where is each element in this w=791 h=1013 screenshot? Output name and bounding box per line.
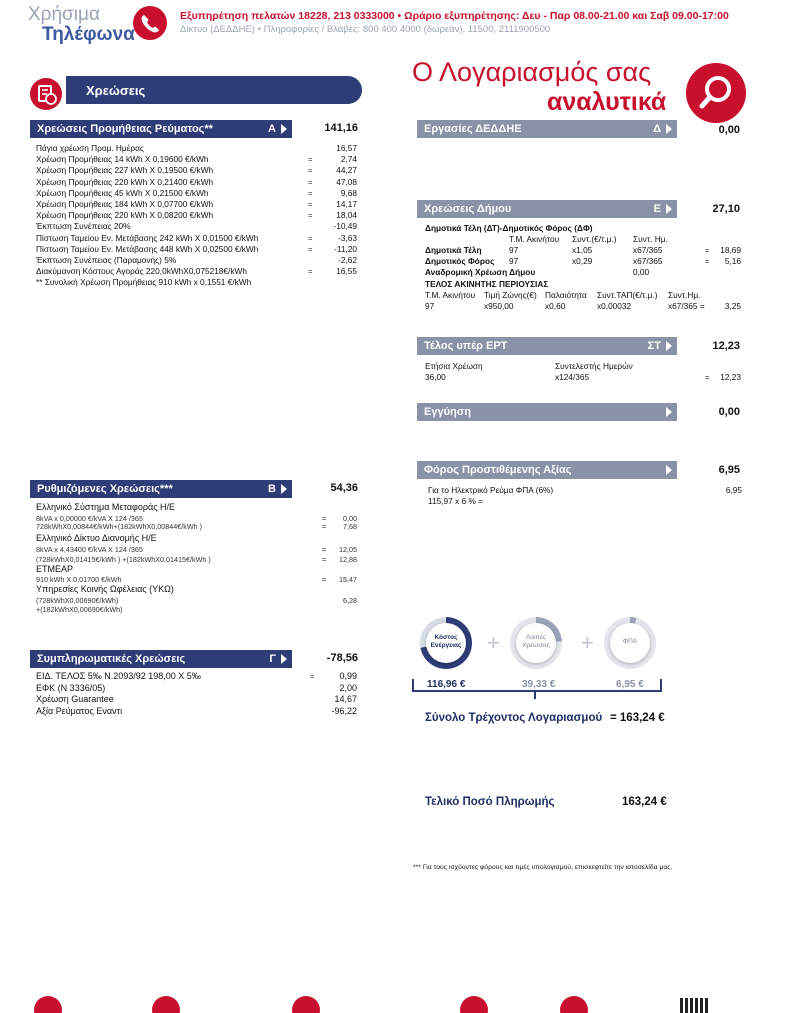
equals-sign: =: [308, 200, 313, 209]
supply-row-value: 14,17: [336, 199, 357, 209]
property-area: 97: [425, 301, 435, 311]
energy-cost-ring: [420, 617, 472, 669]
web-icon: [460, 996, 488, 1013]
chevron-right-icon: [666, 407, 672, 417]
municipal-fees-days: x67/365: [633, 245, 663, 255]
receipt-icon: [30, 78, 62, 110]
equals-sign: =: [308, 233, 313, 243]
guarantee-bar: [417, 403, 677, 421]
equals-sign: =: [322, 522, 327, 531]
vat-ring: [604, 617, 656, 669]
etmear-value: 15,47: [339, 575, 357, 584]
municipal-tax-label: Δημοτικός Φόρος: [425, 256, 495, 266]
yko-value: 6,28: [343, 596, 357, 605]
other-charges-label: Λοιπές Χρεώσεις: [516, 623, 556, 663]
municipal-heading: Δημοτικά Τέλη (ΔΤ)-Δημοτικός Φόρος (ΔΦ): [425, 223, 593, 233]
chevron-right-icon: [666, 204, 672, 214]
municipal-fees-area: 97: [509, 245, 519, 255]
equals-sign: =: [308, 155, 313, 165]
customer-service-line: Εξυπηρέτηση πελατών 18228, 213 0333000 • Ωράριο εξυπηρέτησης: Δευ - Παρ 08.00-21.00 και Σαβ 09.00-17:00: [180, 10, 729, 22]
summary-bracket-tick: [534, 691, 536, 699]
ert-col-days: Συντελεστής Ημερών: [555, 361, 633, 371]
supplementary-charges-bar: [30, 650, 292, 668]
transmission-value2: 7,68: [343, 522, 357, 531]
property-rate: x0,00032: [597, 301, 632, 311]
supply-row-desc: Πίστωση Ταμείου Εν. Μετάβασης 242 kWh X 0,01500 €/kWh: [36, 232, 259, 243]
municipal-fees-label: Δημοτικά Τέλη: [425, 245, 482, 255]
yko-line2: +(182kWhX0,00690€/kWh): [36, 605, 123, 614]
chevron-right-icon: [281, 484, 287, 494]
supply-row-desc: Χρέωση Προμήθειας 184 kWh X 0,07700 €/kWh: [36, 199, 214, 209]
supplementary-row-desc: ΕΦΚ (Ν 3336/05): [36, 682, 106, 693]
municipal-tax-days: x67/365: [633, 256, 663, 266]
charges-title: Χρεώσεις: [66, 76, 362, 104]
municipal-tax-value: 5,16: [724, 256, 741, 266]
supply-total: 141,16: [324, 122, 358, 134]
transmission-line1: 8kVA x 0,00000 €/kVA X 124 /365: [36, 514, 143, 523]
etmear-line1: 910 kWh X 0,01700 €/kWh: [36, 575, 122, 584]
transmission-heading: Ελληνικό Σύστημα Μεταφοράς Η/Ε: [36, 502, 176, 512]
ert-bar: [417, 337, 677, 355]
vat-line2: 115,97 x 6 % =: [428, 496, 483, 506]
ert-days: x124/365: [555, 372, 590, 382]
chevron-right-icon: [666, 124, 672, 134]
supply-row-value: -10,49: [333, 221, 357, 232]
municipal-tax-rate: x0,29: [572, 256, 593, 266]
equals-sign: =: [308, 244, 313, 254]
supply-row-desc: Έκπτωση Συνέπειας 20%: [36, 221, 131, 232]
equals-sign: =: [308, 166, 313, 176]
equals-sign: =: [322, 514, 327, 523]
supplementary-row-desc: ΕΙΔ. ΤΕΛΟΣ 5‰ Ν.2093/92 198,00 X 5‰: [36, 671, 201, 681]
municipal-fees-rate: x1,05: [572, 245, 593, 255]
supply-row-desc: Χρέωση Προμήθειας 45 kWh X 0,21500 €/kWh: [36, 187, 209, 198]
municipal-col-days: Συντ. Ημ.: [633, 234, 668, 244]
supply-row-value: -2,62: [338, 255, 357, 265]
equals-sign: =: [308, 211, 313, 221]
regulated-total: 54,36: [330, 482, 358, 494]
property-zone: x950,00: [484, 301, 514, 311]
property-col-age: Παλαιότητα: [545, 290, 587, 300]
supply-row-desc: Χρέωση Προμήθειας 227 kWh X 0,19500 €/kWh: [36, 165, 214, 176]
distribution-heading: Ελληνικό Δίκτυο Διανομής Η/Ε: [36, 533, 157, 543]
other-charges-value: 39,33 €: [522, 679, 556, 690]
equals-sign: =: [308, 267, 313, 277]
supplementary-row-value: 14,67: [334, 694, 357, 704]
municipal-letter: Ε: [653, 203, 661, 215]
property-col-zone: Τιμή Ζώνης(€): [484, 290, 537, 300]
vat-line1: Για το Ηλεκτρικό Ρεύμα ΦΠΑ (6%): [428, 485, 554, 495]
etmear-heading: ΕΤΜΕΑΡ: [36, 564, 74, 574]
municipal-col-area: Τ.Μ. Ακινήτου: [509, 234, 560, 244]
retro-charge-label: Αναδρομική Χρέωση Δήμου: [425, 267, 536, 277]
email-icon: [292, 996, 320, 1013]
supplementary-row-desc: Χρέωση Guarantee: [36, 694, 114, 704]
transmission-line2: 728kWhX0,00844€/kWh+(182kWhX0,00844€/kWh ): [36, 522, 203, 531]
supplementary-letter: Γ: [269, 653, 276, 665]
property-age: x0,60: [545, 301, 566, 311]
equals-sign: =: [308, 177, 313, 187]
phone-icon: [34, 996, 62, 1013]
distribution-line2: (728kWhX0,01415€/kWh ) +(182kWhX0,01415€/kWh ): [36, 555, 211, 564]
property-col-area: Τ.Μ. Ακινήτου: [425, 290, 476, 300]
supply-row-desc: Πίστωση Ταμείου Εν. Μετάβασης 448 kWh X 0,02500 €/kWh: [36, 243, 259, 254]
supplementary-row-value: 0,99: [339, 671, 357, 681]
ert-value: 12,23: [720, 372, 741, 382]
current-total-label: Σύνολο Τρέχοντος Λογαριασμού: [425, 712, 603, 724]
supply-row-value: 2,74: [340, 154, 357, 165]
ert-label: Τέλος υπέρ ΕΡΤ: [424, 340, 508, 352]
vat-bar: [417, 461, 677, 479]
vat-value: 6,95: [725, 485, 742, 495]
vat-amount-value: 6,95 €: [616, 679, 644, 690]
useful-label: Χρήσιμα: [28, 4, 100, 25]
supply-row-value: -3,63: [338, 232, 357, 243]
dedie-bar: [417, 120, 677, 138]
supplementary-charges-label: Συμπληρωματικές Χρεώσεις: [37, 653, 186, 665]
supply-row-desc: Χρέωση Προμήθειας 220 kWh X 0,08200 €/kWh: [36, 210, 214, 221]
phone-icon: [133, 6, 167, 40]
regulated-charges-label: Ρυθμιζόμενες Χρεώσεις***: [37, 483, 173, 495]
municipal-col-rate: Συντ.(€/τ.μ.): [572, 234, 617, 244]
yko-line1: (728kWhX0,00690€/kWh): [36, 596, 119, 605]
supply-row-value: 18,04: [336, 210, 357, 221]
phones-label: Τηλέφωνα: [42, 24, 135, 45]
network-line: Δίκτυο (ΔΕΔΔΗΕ) • Πληροφορίες / Βλάβες: 800 400 4000 (δωρεάν), 11500, 2111900500: [180, 24, 551, 35]
equals-sign: =: [705, 373, 710, 382]
distribution-value1: 12,05: [339, 545, 357, 554]
final-amount-label: Τελικό Ποσό Πληρωμής: [425, 796, 555, 808]
page-title-line1: Ο Λογαριασμός σας: [412, 57, 652, 87]
supplementary-total: -78,56: [326, 652, 358, 664]
equals-sign: =: [322, 545, 327, 554]
footnote: *** Για τους ισχύοντες φόρους και τιμές υπολογισμού, επισκεφτείτε την ιστοσελίδα μας.: [413, 864, 673, 871]
other-charges-ring: [510, 617, 562, 669]
municipal-fees-value: 18,69: [720, 245, 741, 255]
property-days: x67/365 =: [668, 301, 705, 311]
supply-row-value: 16,57: [336, 143, 357, 153]
equals-sign: =: [310, 672, 315, 681]
municipal-tax-area: 97: [509, 256, 519, 266]
guarantee-label: Εγγύηση: [424, 406, 471, 418]
supply-row-value: 16,55: [336, 266, 357, 277]
municipal-bar: [417, 200, 677, 218]
municipal-total: 27,10: [712, 203, 740, 215]
supply-row-value: 9,68: [340, 187, 357, 198]
distribution-line1: 8kVA x 4,43400 €/kVA X 124 /365: [36, 545, 143, 554]
chevron-right-icon: [666, 465, 672, 475]
property-col-days: Συντ.Ημ.: [668, 290, 701, 300]
supply-row-desc: Έκπτωση Συνέπειας (Παραμονής) 5%: [36, 255, 177, 265]
page-title-line2: αναλυτικά: [547, 88, 667, 116]
equals-sign: =: [322, 575, 327, 584]
dedie-total: 0,00: [718, 124, 740, 136]
guarantee-total: 0,00: [718, 406, 740, 418]
property-col-rate: Συντ.ΤΑΠ(€/τ.μ.): [597, 290, 658, 300]
supply-charges-label: Χρεώσεις Προμήθειας Ρεύματος**: [37, 123, 213, 135]
chevron-right-icon: [281, 124, 287, 134]
supply-charges-bar: [30, 120, 292, 138]
retro-charge-value: 0,00: [633, 267, 650, 277]
transmission-value1: 0,00: [343, 514, 357, 523]
supply-row-desc: Διακύμανση Κόστους Αγοράς 220,0kWhX0,075218€/kWh: [36, 266, 247, 277]
supply-letter: A: [268, 123, 276, 135]
supplementary-row-desc: Αξία Ρεύματος Εναντι: [36, 705, 123, 716]
summary-bracket: [412, 679, 662, 692]
vat-total: 6,95: [718, 464, 740, 476]
supply-row-value: -11,20: [334, 243, 357, 254]
current-total-value: = 163,24 €: [610, 712, 665, 724]
supply-row-value: 47,08: [336, 176, 357, 187]
equals-sign: =: [705, 246, 710, 255]
ert-col-annual: Ετήσια Χρέωση: [425, 361, 483, 371]
qr-code-icon: [680, 998, 708, 1013]
dedie-letter: Δ: [653, 123, 661, 135]
energy-cost-value: 116,96 €: [427, 679, 466, 690]
supplementary-row-value: -96,22: [331, 705, 357, 716]
municipal-label: Χρεώσεις Δήμου: [424, 203, 512, 215]
ert-annual: 36,00: [425, 372, 446, 382]
yko-heading: Υπηρεσίες Κοινής Ωφέλειας (ΥΚΩ): [36, 584, 174, 594]
equals-sign: =: [705, 257, 710, 266]
fax-icon: [152, 996, 180, 1013]
store-icon: [560, 996, 588, 1013]
supply-row-desc: ** Συνολική Χρέωση Προμήθειας 910 kWh x 0,1551 €/kWh: [36, 277, 252, 288]
supply-row-desc: Χρέωση Προμήθειας 220 kWh X 0,21400 €/kWh: [36, 176, 214, 187]
regulated-charges-bar: [30, 480, 292, 498]
plus-sign: +: [581, 630, 594, 655]
supply-row-value: 44,27: [336, 165, 357, 176]
chevron-right-icon: [666, 341, 672, 351]
equals-sign: =: [322, 555, 327, 564]
equals-sign: =: [308, 188, 313, 198]
final-amount-value: 163,24 €: [622, 796, 667, 808]
ert-total: 12,23: [712, 340, 740, 352]
property-tax-value: 3,25: [724, 301, 741, 311]
energy-cost-label: Κόστος Ενέργειας: [426, 623, 466, 663]
magnifier-icon: [686, 63, 746, 123]
vat-label: Φόρος Προστιθέμενης Αξίας: [424, 464, 572, 476]
distribution-value2: 12,88: [339, 555, 357, 564]
regulated-letter: B: [268, 483, 276, 495]
ert-letter: ΣΤ: [647, 340, 661, 352]
chevron-right-icon: [281, 654, 287, 664]
vat-ring-label: ΦΠΑ: [610, 623, 650, 663]
supply-row-desc: Πάγια χρέωση Προμ. Ημέρας: [36, 143, 144, 153]
plus-sign: +: [487, 630, 500, 655]
supplementary-row-value: 2,00: [339, 682, 357, 693]
supply-row-desc: Χρέωση Προμήθειας 14 kWh X 0,19600 €/kWh: [36, 154, 209, 165]
property-tax-heading: ΤΕΛΟΣ ΑΚΙΝΗΤΗΣ ΠΕΡΙΟΥΣΙΑΣ: [425, 279, 549, 289]
dedie-label: Εργασίες ΔΕΔΔΗΕ: [424, 123, 522, 135]
